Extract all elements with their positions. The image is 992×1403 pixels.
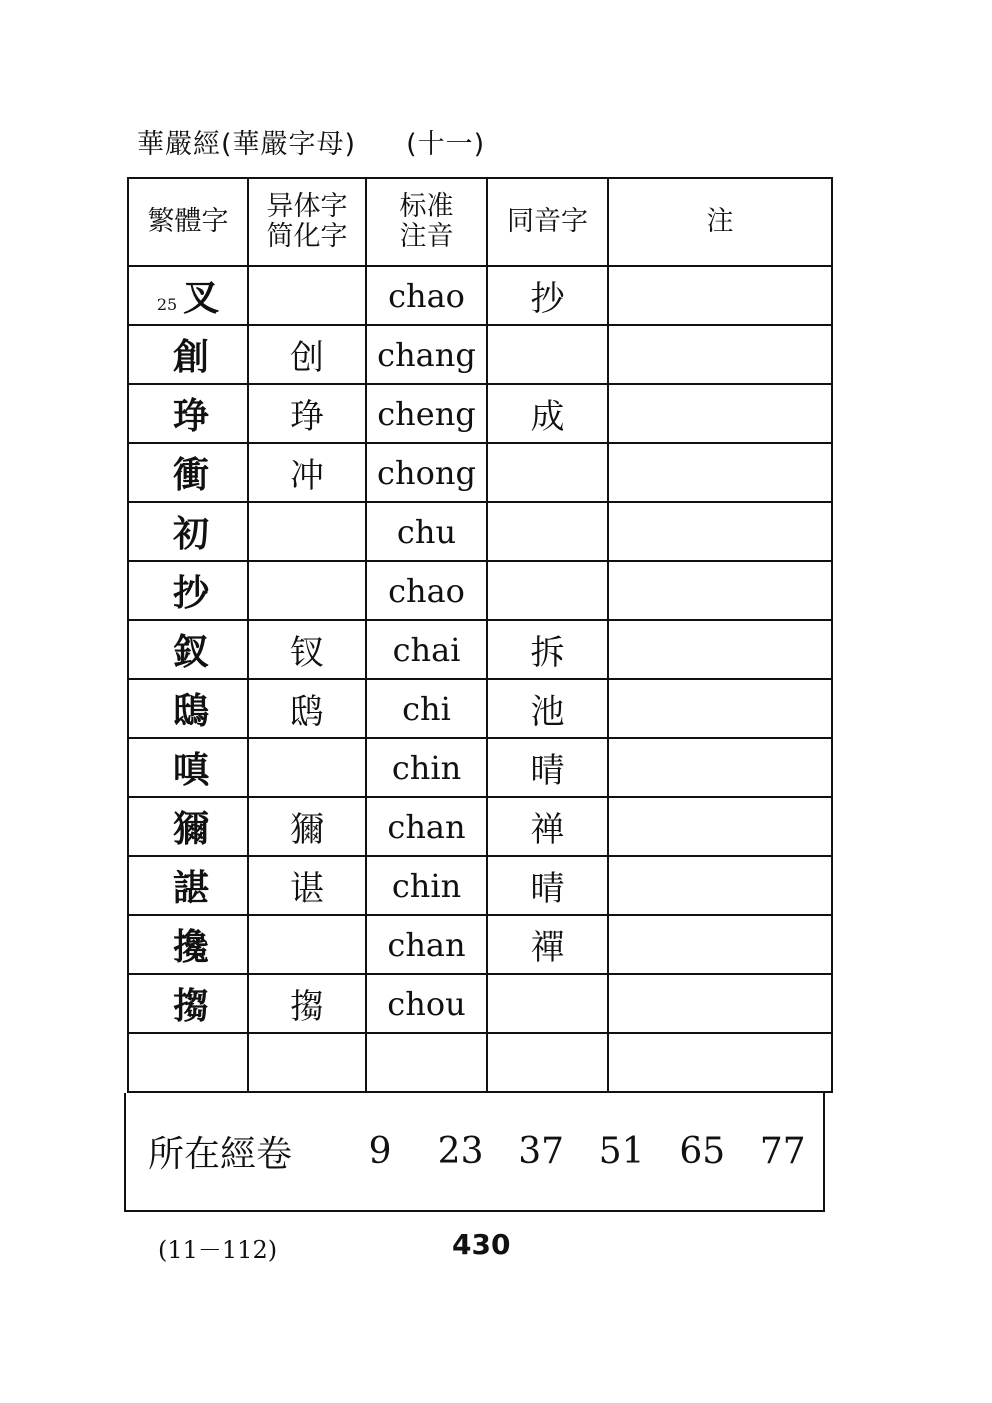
- cell-pinyin: [366, 266, 487, 325]
- cell-simplified-text: 搊: [290, 987, 324, 1027]
- cell-traditional-text: 琤: [172, 396, 209, 437]
- volume-number: 77: [759, 1131, 806, 1172]
- cell-pinyin: [366, 797, 487, 856]
- cell-homophone: [487, 325, 608, 384]
- cell-pinyin: [366, 738, 487, 797]
- cell-traditional: [128, 502, 248, 561]
- cell-pinyin-text: chan: [387, 807, 466, 846]
- cell-simplified-text: 谌: [290, 869, 324, 909]
- cell-pinyin-text: chou: [387, 984, 466, 1023]
- table-row: [128, 561, 832, 620]
- cell-pinyin: [366, 561, 487, 620]
- header-standard: [366, 178, 487, 266]
- volume-number: 51: [598, 1131, 645, 1172]
- cell-traditional: [128, 384, 248, 443]
- cell-pinyin: [366, 974, 487, 1033]
- cell-homophone: [487, 1033, 608, 1092]
- entry-number: 25: [156, 295, 178, 314]
- cell-homophone-text: 禪: [530, 928, 565, 968]
- cell-note: [608, 443, 832, 502]
- cell-homophone: [487, 502, 608, 561]
- cell-traditional-text: 攙: [172, 927, 209, 968]
- cell-pinyin: [366, 443, 487, 502]
- cell-traditional: [128, 443, 248, 502]
- cell-simplified: [248, 620, 366, 679]
- cell-simplified: [248, 679, 366, 738]
- cell-traditional: [128, 679, 248, 738]
- cell-simplified: [248, 561, 366, 620]
- cell-traditional-text: 諶: [172, 868, 209, 909]
- cell-homophone: [487, 620, 608, 679]
- cell-pinyin-text: chong: [377, 453, 476, 492]
- cell-homophone: [487, 974, 608, 1033]
- cell-homophone-text: 拆: [530, 633, 565, 673]
- cell-homophone: [487, 443, 608, 502]
- cell-homophone: [487, 797, 608, 856]
- cell-traditional: [128, 325, 248, 384]
- reference-code: (11－112): [158, 1236, 278, 1264]
- cell-simplified: [248, 384, 366, 443]
- cell-simplified: [248, 797, 366, 856]
- cell-homophone-text: 禅: [530, 810, 565, 850]
- table-row: [128, 620, 832, 679]
- cell-traditional-text: 釵: [172, 632, 209, 673]
- cell-traditional: [128, 620, 248, 679]
- cell-pinyin: [366, 384, 487, 443]
- cell-traditional: [128, 856, 248, 915]
- cell-homophone: [487, 679, 608, 738]
- cell-note: [608, 325, 832, 384]
- cell-note: [608, 561, 832, 620]
- cell-pinyin: [366, 856, 487, 915]
- cell-pinyin: [366, 325, 487, 384]
- cell-note: [608, 1033, 832, 1092]
- cell-simplified: [248, 443, 366, 502]
- cell-pinyin-text: chin: [391, 748, 462, 787]
- cell-homophone-text: 晴: [530, 869, 565, 909]
- cell-note: [608, 384, 832, 443]
- cell-pinyin-text: chao: [388, 571, 465, 610]
- table-row: [128, 1033, 832, 1092]
- volume-number: 65: [679, 1131, 726, 1172]
- cell-traditional-text: 初: [172, 514, 209, 555]
- cell-traditional: [128, 738, 248, 797]
- table-header-row: [128, 178, 832, 266]
- header-variant-line2: 简化字: [266, 221, 348, 252]
- cell-pinyin-text: chin: [391, 866, 462, 905]
- cell-pinyin: [366, 502, 487, 561]
- cell-traditional: [128, 915, 248, 974]
- page-title: [137, 122, 485, 161]
- cell-traditional: [128, 797, 248, 856]
- cell-simplified-text: 鸱: [290, 692, 324, 732]
- cell-traditional-text: 鴟: [172, 691, 209, 732]
- cell-traditional-text: 搊: [172, 986, 209, 1027]
- table-row: [128, 915, 832, 974]
- table-row: [128, 502, 832, 561]
- table-row: [128, 856, 832, 915]
- cell-homophone: [487, 384, 608, 443]
- cell-note: [608, 974, 832, 1033]
- volume-list: [124, 1093, 825, 1212]
- header-traditional: 繁體字: [128, 178, 248, 266]
- cell-note: [608, 856, 832, 915]
- cell-homophone-text: 晴: [530, 751, 565, 791]
- table-row: [128, 443, 832, 502]
- cell-note: [608, 797, 832, 856]
- table-row: [128, 325, 832, 384]
- cell-traditional: [128, 266, 248, 325]
- cell-simplified: [248, 502, 366, 561]
- header-homophone: 同音字: [487, 178, 608, 266]
- cell-simplified: [248, 266, 366, 325]
- header-variant-line1: 异体字: [266, 191, 348, 222]
- cell-homophone: [487, 915, 608, 974]
- cell-note: [608, 620, 832, 679]
- header-standard-line1: 标准: [399, 191, 454, 222]
- cell-traditional-text: 衝: [172, 455, 209, 496]
- header-variant: [248, 178, 366, 266]
- cell-homophone-text: 抄: [530, 279, 565, 319]
- cell-pinyin-text: chang: [377, 335, 476, 374]
- cell-traditional: [128, 974, 248, 1033]
- cell-note: [608, 679, 832, 738]
- cell-pinyin-text: chu: [396, 512, 457, 551]
- cell-pinyin: [366, 915, 487, 974]
- table-row: [128, 384, 832, 443]
- volume-number: 23: [437, 1131, 484, 1172]
- cell-pinyin-text: chao: [388, 276, 465, 315]
- cell-pinyin-text: chan: [387, 925, 466, 964]
- character-table: [127, 177, 833, 1093]
- cell-pinyin: [366, 1033, 487, 1092]
- cell-simplified: [248, 915, 366, 974]
- cell-homophone: [487, 738, 608, 797]
- table-row: [128, 797, 832, 856]
- cell-note: [608, 266, 832, 325]
- cell-note: [608, 738, 832, 797]
- cell-traditional-text: 抄: [172, 573, 209, 614]
- cell-simplified-text: 钗: [290, 633, 324, 673]
- cell-pinyin-text: chai: [392, 630, 461, 669]
- cell-pinyin-text: chi: [402, 689, 451, 728]
- cell-homophone: [487, 561, 608, 620]
- table-row: [128, 974, 832, 1033]
- cell-simplified-text: 创: [290, 338, 324, 378]
- cell-traditional-text: 獮: [172, 809, 209, 850]
- cell-pinyin-text: cheng: [377, 394, 476, 433]
- table-row: [128, 679, 832, 738]
- title-main: 華嚴經(華嚴字母): [137, 129, 357, 160]
- cell-simplified: [248, 974, 366, 1033]
- header-standard-line2: 注音: [399, 221, 454, 252]
- cell-homophone-text: 成: [530, 397, 565, 437]
- header-note: 注: [608, 178, 832, 266]
- page-number: 430: [452, 1228, 511, 1261]
- cell-homophone: [487, 856, 608, 915]
- cell-simplified-text: 獮: [290, 810, 324, 850]
- cell-simplified: [248, 738, 366, 797]
- cell-traditional: [128, 561, 248, 620]
- cell-note: [608, 502, 832, 561]
- cell-pinyin: [366, 679, 487, 738]
- cell-simplified: [248, 1033, 366, 1092]
- volume-number: 9: [368, 1131, 392, 1172]
- cell-simplified: [248, 325, 366, 384]
- volume-label: 所在經卷: [148, 1134, 293, 1175]
- cell-traditional-text: 叉: [183, 278, 220, 319]
- cell-pinyin: [366, 620, 487, 679]
- cell-traditional-text: 嗔: [172, 750, 209, 791]
- cell-simplified-text: 琤: [290, 397, 324, 437]
- volume-number: 37: [518, 1131, 565, 1172]
- cell-simplified-text: 冲: [290, 456, 324, 496]
- cell-note: [608, 915, 832, 974]
- table-row: [128, 266, 832, 325]
- title-sub: (十一): [406, 129, 486, 160]
- cell-simplified: [248, 856, 366, 915]
- cell-homophone-text: 池: [530, 692, 565, 732]
- cell-homophone: [487, 266, 608, 325]
- table-row: [128, 738, 832, 797]
- cell-traditional-text: 創: [172, 337, 209, 378]
- cell-traditional: [128, 1033, 248, 1092]
